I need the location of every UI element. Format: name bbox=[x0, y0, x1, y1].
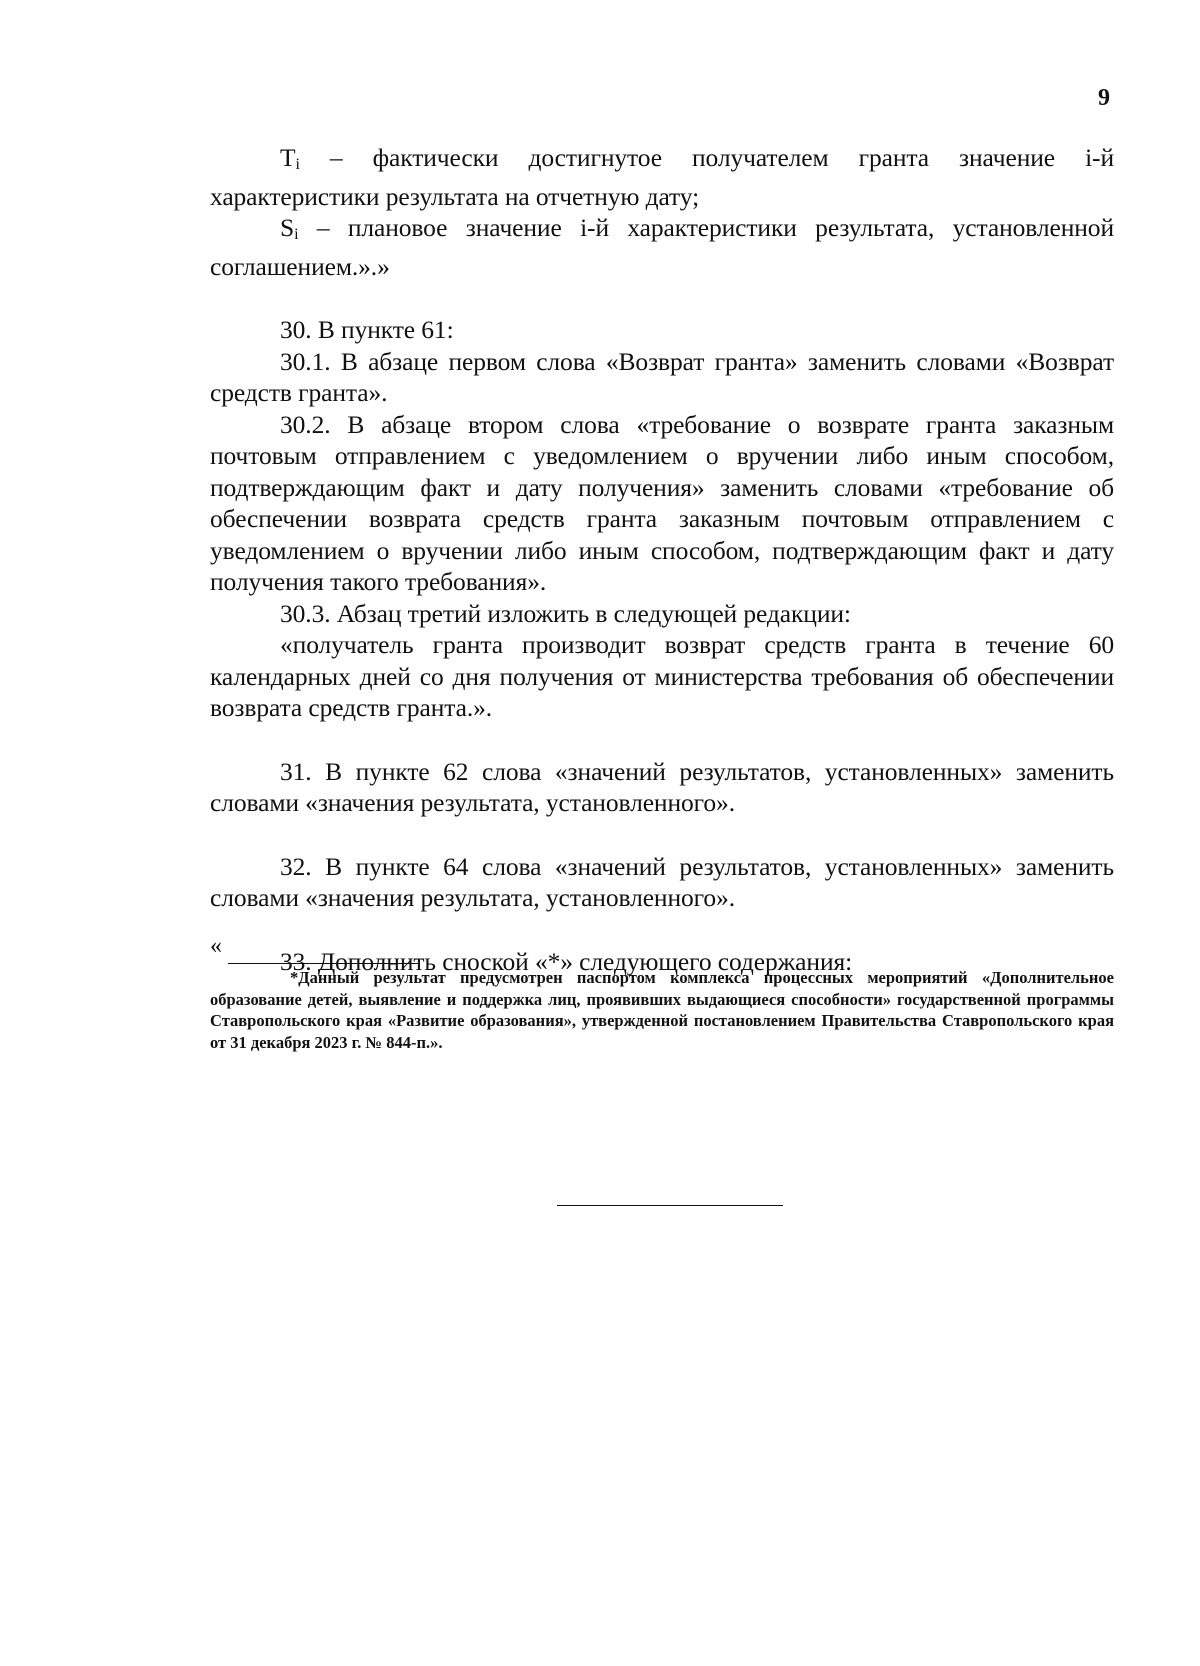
document-body bbox=[210, 142, 1114, 977]
end-of-document-rule bbox=[557, 1205, 783, 1206]
footnote-open-quote: « bbox=[210, 933, 222, 959]
paragraph-30-3: 30.3. Абзац третий изложить в следующей редакции: bbox=[280, 598, 851, 628]
footnote-paragraph: *Данный результат предусмотрен паспортом комплекса процессных мероприятий «Дополнительное образование детей, выявление и поддержка лиц, проявивших выдающиеся способности» государственной программы Ставропольского края «Развитие образования», утвержденной постановлением Правительства Ставропольского края от 31 декабря 2023 г. № 844-п.». bbox=[210, 968, 1114, 1052]
paragraph-30-3-quote: «получатель гранта производит возврат средств гранта в течение 60 календарных дней со дня получения от министерства требования об обеспечении возврата средств гранта.». bbox=[210, 630, 1114, 722]
paragraph-30: 30. В пункте 61: bbox=[280, 315, 454, 344]
definition-si bbox=[210, 212, 1114, 282]
paragraph-31: 31. В пункте 62 слова «значений результатов, установленных» заменить словами «значения результата, установленного». bbox=[210, 756, 1114, 817]
var-t-letter: T bbox=[280, 143, 296, 172]
footnote-text bbox=[210, 967, 1114, 1053]
var-s-subscript: i bbox=[294, 226, 299, 243]
paragraph-30-1: 30.1. В абзаце первом слова «Возврат гранта» заменить словами «Возврат средств гранта». bbox=[210, 346, 1114, 407]
paragraph-33: 33. Дополнить сноской «*» следующего содержания: bbox=[280, 946, 853, 976]
definition-ti bbox=[210, 142, 1114, 212]
var-s-letter: S bbox=[280, 213, 295, 242]
var-t-subscript: i bbox=[295, 156, 300, 173]
paragraph-32: 32. В пункте 64 слова «значений результатов, установленных» заменить словами «значения результата, установленного». bbox=[210, 851, 1114, 912]
paragraph-30-2: 30.2. В абзаце втором слова «требование о возврате гранта заказным почтовым отправлением с уведомлением о вручении либо иным способом, подтверждающим факт и дату получения» заменить словами «требование об обеспечении возврата средств гранта заказным почтовым отправлением с уведомлением о вручении либо иным способом, подтверждающим факт и дату получения такого требования». bbox=[210, 409, 1114, 596]
page-number: 9 bbox=[1098, 85, 1110, 111]
var-s-description: – плановое значение i-й характеристики результата, установленной соглашением.».» bbox=[210, 213, 1114, 281]
var-t-description: – фактически достигнутое получателем гранта значение i-й характеристики результата на отчетную дату; bbox=[210, 143, 1114, 211]
footnote-rule bbox=[228, 963, 418, 964]
